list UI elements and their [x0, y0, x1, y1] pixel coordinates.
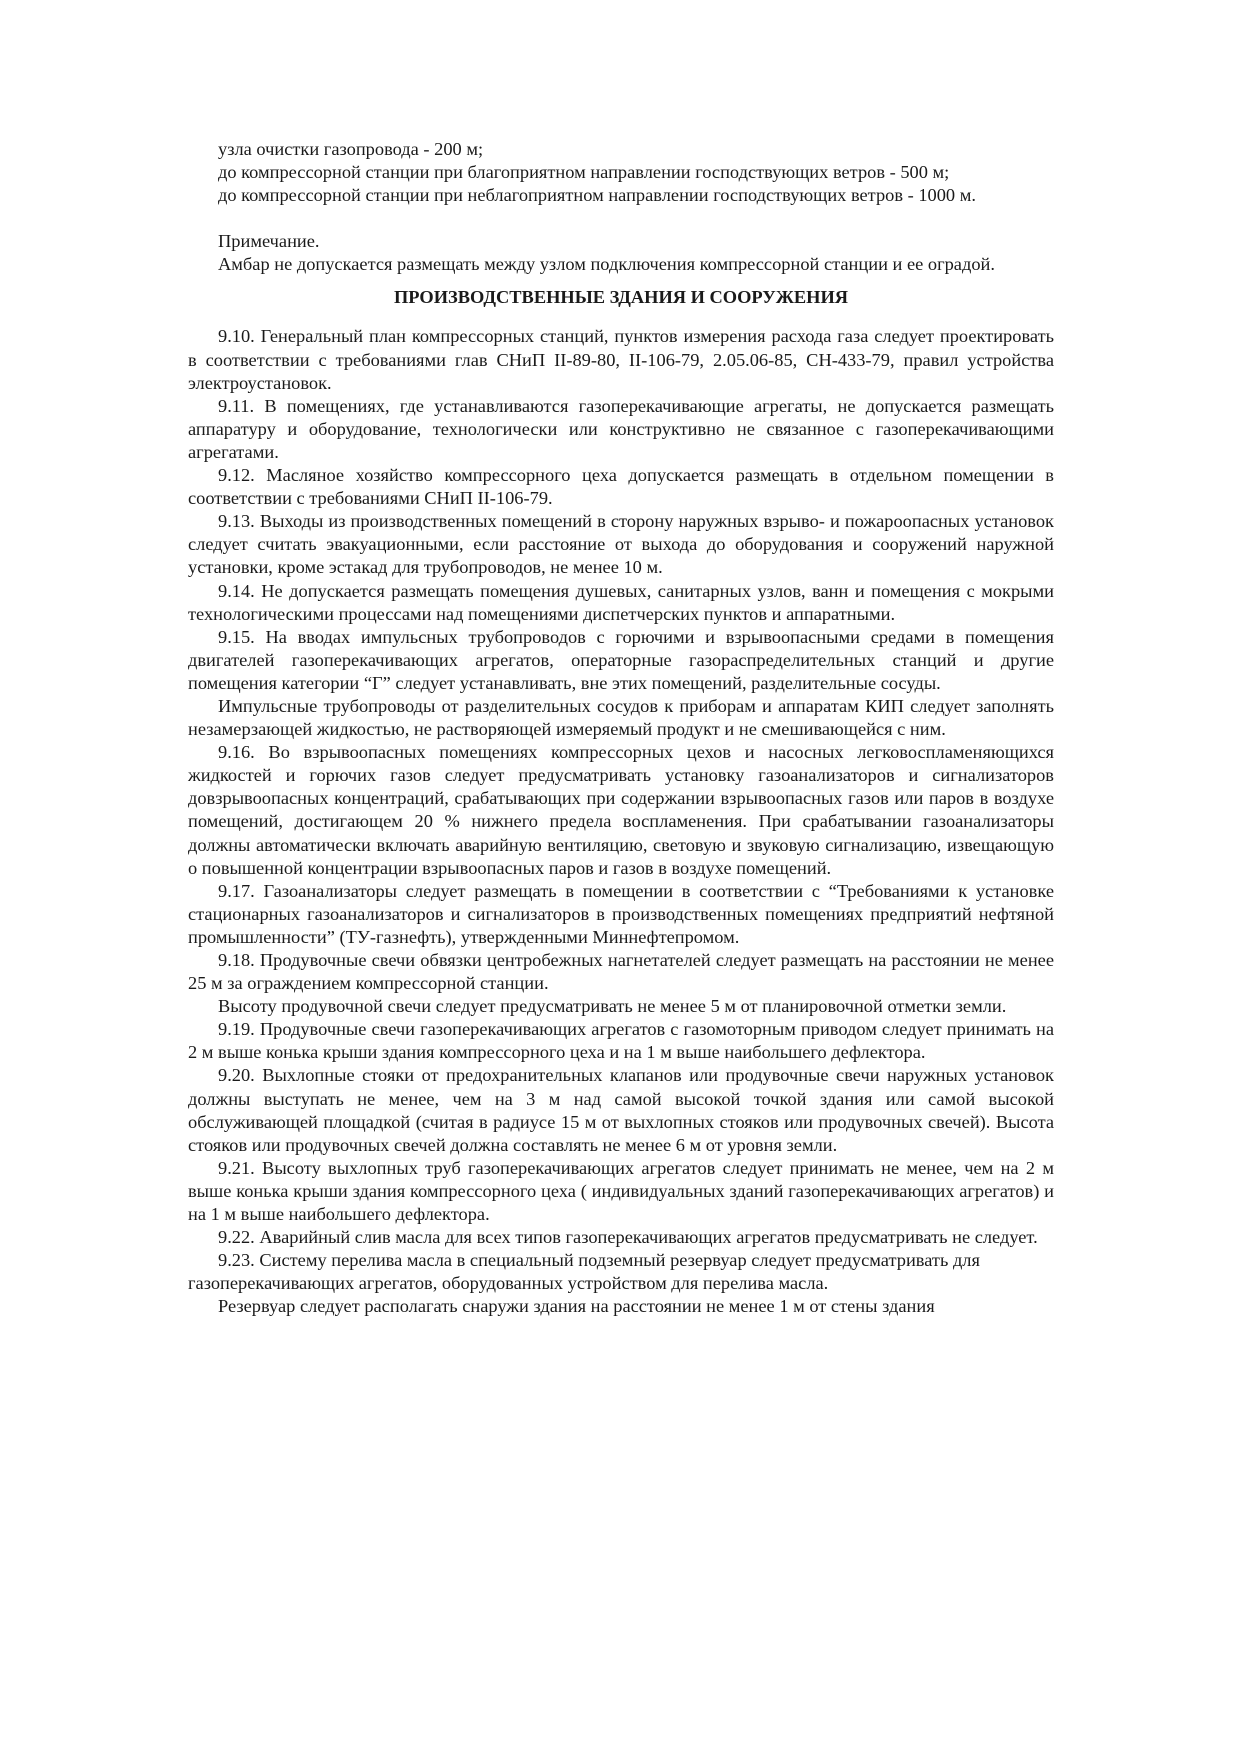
paragraph-9-18-continued: Высоту продувочной свечи следует предусматривать не менее 5 м от планировочной отметки земли.	[218, 996, 1007, 1017]
intro-line-2: до компрессорной станции при благоприятном направлении господствующих ветров - 500 м;	[218, 162, 950, 183]
paragraph-9-21: 9.21. Высоту выхлопных труб газоперекачивающих агрегатов следует принимать не менее, чем на 2 м выше конька крыши здания компрессорного цеха ( индивидуальных зданий газоперекачивающих агрегатов) и на 1 м выше наибольшего дефлектора.	[188, 1157, 1054, 1225]
note-text: Амбар не допускается размещать между узлом подключения компрессорной станции и ее оградой.	[218, 254, 995, 275]
paragraph-9-22: 9.22. Аварийный слив масла для всех типов газоперекачивающих агрегатов предусматривать не следует.	[218, 1227, 1038, 1248]
paragraph-9-15: 9.15. На вводах импульсных трубопроводов с горючими и взрывоопасными средами в помещения двигателей газоперекачивающих агрегатов, операторные газораспределительных станций и другие помещения категории “Г” следует устанавливать, вне этих помещений, разделительные сосуды.	[188, 626, 1054, 693]
paragraph-9-15-continued: Импульсные трубопроводы от разделительных сосудов к приборам и аппаратам КИП следует заполнять незамерзающей жидкостью, не растворяющей измеряемый продукт и не смешивающейся с ним.	[188, 695, 1054, 740]
paragraph-9-13: 9.13. Выходы из производственных помещений в сторону наружных взрыво- и пожароопасных установок следует считать эвакуационными, если расстояние от выхода до оборудования и сооружений наружной установки, кроме эстакад для трубопроводов, не менее 10 м.	[188, 511, 1054, 578]
paragraph-9-16: 9.16. Во взрывоопасных помещениях компрессорных цехов и насосных легковоспламеняющихся жидкостей и горючих газов следует предусматривать установку газоанализаторов и сигнализаторов довзрывоопасных концентраций, срабатывающих при содержании взрывоопасных газов или паров в воздухе помещений, достигающем 20 % нижнего предела воспламенения. При срабатывании газоанализаторы должны автоматически включать аварийную вентиляцию, световую и звуковую сигнализацию, извещающую о повышенной концентрации взрывоопасных паров и газов в воздухе помещений.	[188, 742, 1054, 878]
paragraph-9-10: 9.10. Генеральный план компрессорных станций, пунктов измерения расхода газа следует проектировать в соответствии с требованиями глав СНиП II-89-80, II-106-79, 2.05.06-85, СН-433-79, правил устройства электроустановок.	[188, 326, 1054, 393]
section-title: ПРОИЗВОДСТВЕННЫЕ ЗДАНИЯ И СООРУЖЕНИЯ	[393, 287, 849, 308]
paragraph-9-14: 9.14. Не допускается размещать помещения душевых, санитарных узлов, ванн и помещения с мокрыми технологическими процессами над помещениями диспетчерских пунктов и аппаратными.	[188, 580, 1054, 624]
intro-line-3: до компрессорной станции при неблагоприятном направлении господствующих ветров - 1000 м.	[218, 185, 976, 206]
paragraph-9-23-continued: Резервуар следует располагать снаружи здания на расстоянии не менее 1 м от стены здания	[218, 1296, 935, 1317]
intro-line-1: узла очистки газопровода - 200 м;	[218, 139, 484, 159]
paragraph-9-17: 9.17. Газоанализаторы следует размещать в помещении в соответствии с “Требованиями к установке стационарных газоанализаторов и сигнализаторов в производственных помещениях предприятий нефтяной промышленности” (ТУ-газнефть), утвержденными Миннефтепромом.	[188, 880, 1054, 947]
paragraph-9-20: 9.20. Выхлопные стояки от предохранительных клапанов или продувочные свечи наружных установок должны выступать не менее, чем на 3 м над самой высокой точкой здания или самой высокой обслуживающей площадкой (считая в радиусе 15 м от выхлопных стояков или продувочных свечей). Высота стояков или продувочных свечей должна составлять не менее 6 м от уровня земли.	[188, 1065, 1054, 1155]
paragraph-9-12: 9.12. Масляное хозяйство компрессорного цеха допускается размещать в отдельном помещении в соответствии с требованиями СНиП II-106-79.	[188, 465, 1054, 509]
document-page	[188, 138, 1054, 1319]
paragraph-9-23: 9.23. Систему перелива масла в специальный подземный резервуар следует предусматривать для газоперекачивающих агрегатов, оборудованных устройством для перелива масла.	[188, 1250, 980, 1294]
paragraph-9-19: 9.19. Продувочные свечи газоперекачивающих агрегатов с газомоторным приводом следует принимать на 2 м выше конька крыши здания компрессорного цеха и на 1 м выше наибольшего дефлектора.	[188, 1019, 1054, 1063]
note-label: Примечание.	[218, 231, 320, 252]
paragraph-9-18: 9.18. Продувочные свечи обвязки центробежных нагнетателей следует размещать на расстоянии не менее 25 м за ограждением компрессорной станции.	[188, 950, 1054, 994]
spacer	[188, 207, 1054, 230]
paragraph-9-11: 9.11. В помещениях, где устанавливаются газоперекачивающие агрегаты, не допускается размещать аппаратуру и оборудование, технологически или конструктивно не связанное с газоперекачивающими агрегатами.	[188, 395, 1054, 462]
